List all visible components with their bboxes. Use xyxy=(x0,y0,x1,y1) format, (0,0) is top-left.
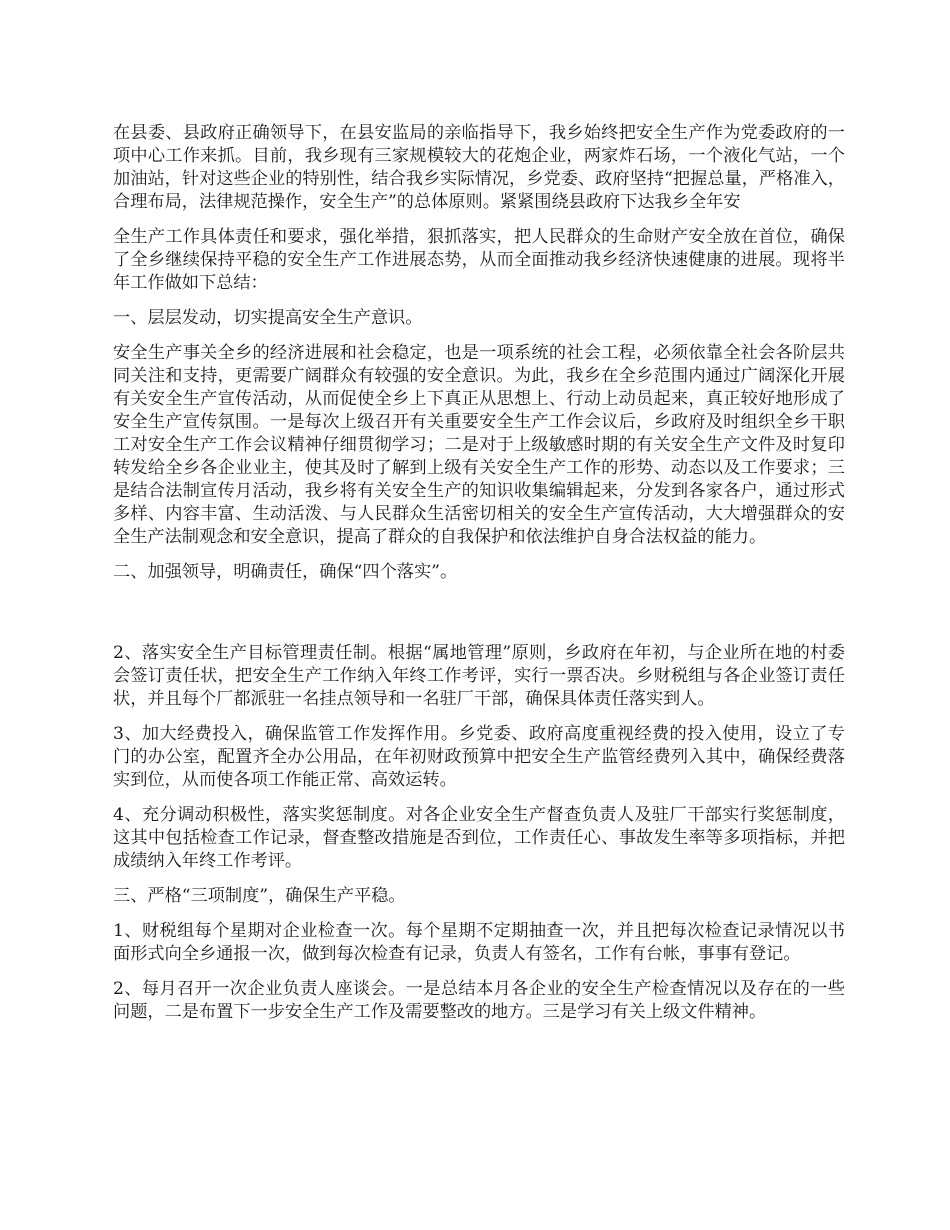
paragraph-item-4: 4、充分调动积极性，落实奖惩制度。对各企业安全生产督查负责人及驻厂干部实行奖惩制度，这其中包括检查工作记录，督查整改措施是否到位，工作责任心、事故发生率等多项指标，并把成绩纳入年终工作考评。 xyxy=(113,805,845,871)
document-body xyxy=(113,122,845,1036)
paragraph-section-1: 安全生产事关全乡的经济进展和社会稳定，也是一项系统的社会工程，必须依靠全社会各阶层共同关注和支持，更需要广阔群众有较强的安全意识。为此，我乡在全乡范围内通过广阔深化开展有关安全生产宣传活动，从而促使全乡上下真正从思想上、行动上动员起来，真正较好地形成了安全生产宣传氛围。一是每次上级召开有关重要安全生产工作会议后，乡政府及时组织全乡干职工对安全生产工作会议精神仔细贯彻学习；二是对于上级敏感时期的有关安全生产文件及时复印转发给全乡各企业业主，使其及时了解到上级有关安全生产工作的形势、动态以及工作要求；三是结合法制宣传月活动，我乡将有关安全生产的知识收集编辑起来，分发到各家各户，通过形式多样、内容丰富、生动活泼、与人民群众生活密切相关的安全生产宣传活动，大大增强群众的安全生产法制观念和安全意识，提高了群众的自我保护和依法维护自身合法权益的能力。 xyxy=(113,343,845,547)
paragraph-intro-continued: 全生产工作具体责任和要求，强化举措，狠抓落实，把人民群众的生命财产安全放在首位，确保了全乡继续保持平稳的安全生产工作进展态势，从而全面推动我乡经济快速健康的进展。现将半年工作做如下总结： xyxy=(113,227,845,293)
section-heading-3: 三、严格“三项制度”，确保生产平稳。 xyxy=(113,886,406,906)
paragraph-item-3: 3、加大经费投入，确保监管工作发挥作用。乡党委、政府高度重视经费的投入使用，设立了专门的办公室，配置齐全办公用品，在年初财政预算中把安全生产监管经费列入其中，确保经费落实到位，从而使各项工作能正常、高效运转。 xyxy=(113,724,845,790)
paragraph-item-2b: 2、每月召开一次企业负责人座谈会。一是总结本月各企业的安全生产检查情况以及存在的一些问题，二是布置下一步安全生产工作及需要整改的地方。三是学习有关上级文件精神。 xyxy=(113,979,845,1022)
section-heading-1: 一、层层发动，切实提高安全生产意识。 xyxy=(113,308,423,328)
paragraph-item-2: 2、落实安全生产目标管理责任制。根据“属地管理”原则，乡政府在年初，与企业所在地的村委会签订责任状，把安全生产工作纳入年终工作考评，实行一票否决。乡财税组与各企业签订责任状，并且每个厂都派驻一名挂点领导和一名驻厂干部，确保具体责任落实到人。 xyxy=(113,643,845,709)
paragraph-item-1: 1、财税组每个星期对企业检查一次。每个星期不定期抽查一次，并且把每次检查记录情况以书面形式向全乡通报一次，做到每次检查有记录，负责人有签名，工作有台帐，事事有登记。 xyxy=(113,921,845,964)
section-heading-2: 二、加强领导，明确责任，确保“四个落实”。 xyxy=(113,562,458,582)
paragraph-intro: 在县委、县政府正确领导下，在县安监局的亲临指导下，我乡始终把安全生产作为党委政府的一项中心工作来抓。目前，我乡现有三家规模较大的花炮企业，两家炸石场，一个液化气站，一个加油站，针对这些企业的特别性，结合我乡实际情况，乡党委、政府坚持“把握总量，严格准入，合理布局，法律规范操作，安全生产”的总体原则。紧紧围绕县政府下达我乡全年安 xyxy=(113,123,845,212)
